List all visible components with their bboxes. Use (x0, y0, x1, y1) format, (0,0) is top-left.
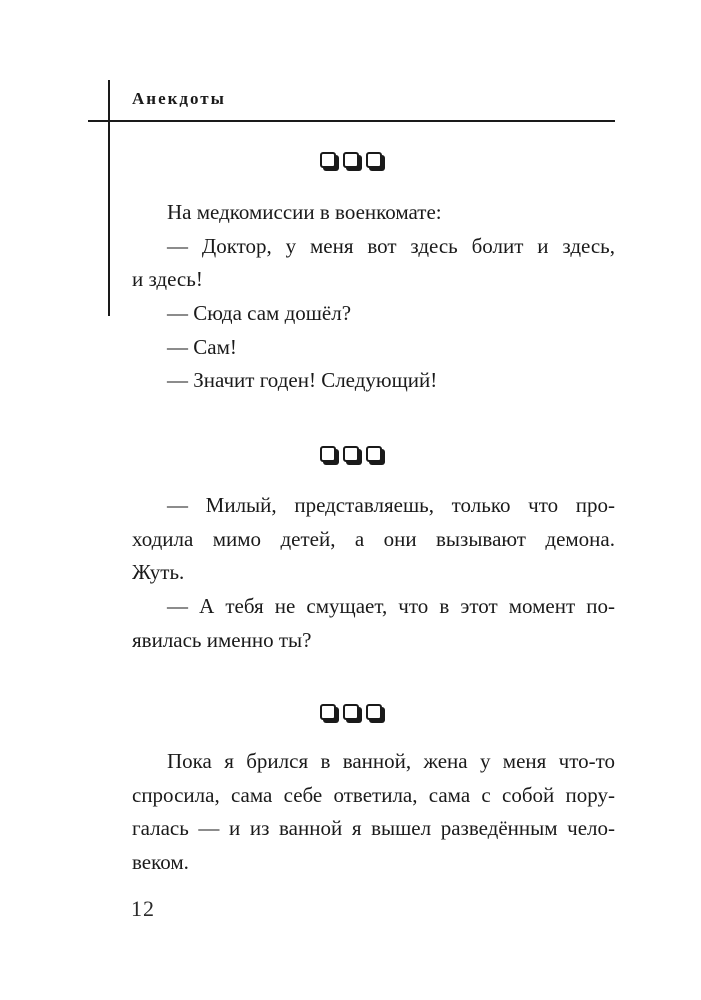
square-ornament-icon (320, 152, 336, 168)
section-divider-ornament (0, 152, 701, 168)
section-divider-ornament (0, 446, 701, 462)
square-ornament-icon (366, 704, 382, 720)
margin-vertical-rule (108, 80, 110, 316)
square-ornament-icon (343, 152, 359, 168)
joke-line: — Сюда сам дошёл? (167, 301, 352, 326)
joke-1 (132, 196, 615, 398)
square-ornament-icon (366, 152, 382, 168)
joke-line: веком. (132, 850, 189, 875)
square-ornament-icon (343, 704, 359, 720)
joke-line: Пока я брился в ванной, жена у меня что-то (167, 749, 615, 773)
joke-line: На медкомиссии в военкомате: (167, 200, 442, 224)
square-ornament-icon (320, 704, 336, 720)
joke-2 (132, 489, 615, 657)
joke-line: — Доктор, у меня вот здесь болит и здесь, (167, 233, 615, 258)
page-number: 12 (131, 896, 155, 921)
joke-line: — Милый, представляешь, только что про- (167, 493, 615, 517)
section-divider-ornament (0, 704, 701, 720)
square-ornament-icon (343, 446, 359, 462)
joke-line: ходила мимо детей, а они вызывают демона. (132, 526, 615, 551)
square-ornament-icon (366, 446, 382, 462)
joke-line: явилась именно ты? (132, 627, 312, 652)
joke-line: — Значит годен! Следующий! (167, 368, 438, 393)
joke-3 (132, 745, 615, 880)
header-rule (88, 120, 615, 122)
square-ornament-icon (320, 446, 336, 462)
joke-line: — А тебя не смущает, что в этот момент по- (167, 594, 615, 619)
joke-line: — Сам! (167, 334, 237, 359)
joke-line: галась — и из ванной я вышел разведённым чело- (132, 816, 615, 841)
joke-line: и здесь! (132, 267, 203, 292)
joke-line: спросила, сама себе ответила, сама с собой пору- (132, 782, 615, 807)
running-title: Анекдоты (132, 89, 226, 108)
joke-line: Жуть. (132, 560, 185, 585)
